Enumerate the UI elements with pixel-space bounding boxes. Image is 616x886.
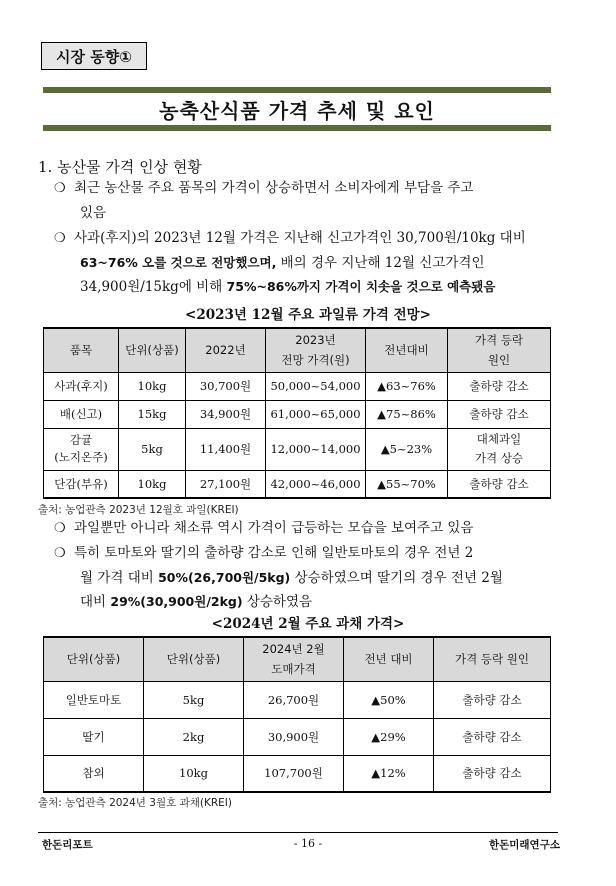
table-cell: 감귤 (노지온주) <box>44 428 119 470</box>
para4-line2: 월 가격 대비 <box>80 570 159 586</box>
para4-line2-rest: 상승하였으며 딸기의 경우 전년 2월 <box>290 570 503 586</box>
table-cell: 34,900원 <box>186 400 266 428</box>
table-row <box>44 681 551 718</box>
bullet-icon: ❍ <box>54 181 66 196</box>
para3-text: 과일뿐만 아니라 채소류 역시 가격이 급등하는 모습을 보여주고 있음 <box>74 520 474 536</box>
para1-line1: 최근 농산물 주요 품목의 가격이 상승하면서 소비자에게 부담을 주고 <box>74 180 474 196</box>
table-cell: 5kg <box>144 681 244 718</box>
para4-highlight-1: 50%(26,700원/5kg) <box>158 570 291 585</box>
table-cell: 출하량 감소 <box>434 755 551 792</box>
footer-divider <box>38 832 558 833</box>
table1-source: 출처: 농업관측 2023년 12월호 과일(KREI) <box>38 504 239 516</box>
table-cell: 42,000~46,000 <box>266 470 366 498</box>
para2-line2: 배의 경우 지난해 12월 신고가격인 <box>276 255 485 271</box>
table-cell: 출하량 감소 <box>434 718 551 755</box>
vegetable-price-table <box>43 636 551 793</box>
table-cell: ▲55~70% <box>366 470 448 498</box>
table-cell: 61,000~65,000 <box>266 400 366 428</box>
section-tag: 시장 동향① <box>41 42 147 70</box>
table1-header: 품목 <box>44 328 119 372</box>
table-cell: ▲5~23% <box>366 428 448 470</box>
table-cell: 5kg <box>119 428 186 470</box>
table-cell: 배(신고) <box>44 400 119 428</box>
table-row <box>44 428 551 470</box>
table-cell: 사과(후지) <box>44 372 119 400</box>
bullet-icon: ❍ <box>54 546 66 561</box>
para2-line1: 사과(후지)의 2023년 12월 가격은 지난해 신고가격인 30,700원/10kg 대비 <box>74 230 526 246</box>
para1-line2: 있음 <box>80 205 107 221</box>
paragraph-2 <box>54 226 564 299</box>
table-row <box>44 470 551 498</box>
table-cell: 10kg <box>119 470 186 498</box>
table-cell: ▲50% <box>344 681 434 718</box>
table2-source: 출처: 농업관측 2024년 3월호 과채(KREI) <box>38 797 232 809</box>
table-cell: 50,000~54,000 <box>266 372 366 400</box>
title-bar-bottom <box>43 125 551 131</box>
table-cell: 참외 <box>44 755 144 792</box>
table-cell: 딸기 <box>44 718 144 755</box>
table-cell: 27,100원 <box>186 470 266 498</box>
para4-highlight-2: 29%(30,900원/2kg) <box>110 594 243 609</box>
paragraph-4 <box>54 541 564 614</box>
table1-header: 2022년 <box>186 328 266 372</box>
table2-header: 전년 대비 <box>344 637 434 681</box>
bullet-icon: ❍ <box>54 231 66 246</box>
table1-header: 전년대비 <box>366 328 448 372</box>
table-cell: 10kg <box>144 755 244 792</box>
bullet-icon: ❍ <box>54 521 66 536</box>
table-cell: 15kg <box>119 400 186 428</box>
table-cell: 출하량 감소 <box>448 470 551 498</box>
paragraph-3 <box>54 516 564 541</box>
table-row <box>44 400 551 428</box>
table-cell: 일반토마토 <box>44 681 144 718</box>
table1-title: <2023년 12월 주요 과일류 가격 전망> <box>185 307 431 323</box>
page-title: 농축산식품 가격 추세 및 요인 <box>159 98 435 123</box>
para4-line1: 특히 토마토와 딸기의 출하량 감소로 인해 일반토마토의 경우 전년 2 <box>74 545 474 561</box>
table-cell: 2kg <box>144 718 244 755</box>
table2-header: 단위(상품) <box>44 637 144 681</box>
table-row <box>44 718 551 755</box>
para2-highlight-1: 63~76% 오를 것으로 전망했으며, <box>80 255 277 270</box>
table-cell: 12,000~14,000 <box>266 428 366 470</box>
page-number: - 16 - <box>293 837 323 850</box>
table-cell: ▲29% <box>344 718 434 755</box>
table-row <box>44 755 551 792</box>
table2-header: 단위(상품) <box>144 637 244 681</box>
table-cell: 출하량 감소 <box>434 681 551 718</box>
table-cell: 107,700원 <box>244 755 344 792</box>
para2-line3: 34,900원/15kg에 비해 <box>80 279 227 295</box>
para2-highlight-2: 75%~86%까지 가격이 치솟을 것으로 예측됐음 <box>226 279 496 294</box>
para4-line3: 대비 <box>80 594 111 610</box>
section-heading: 1. 농산물 가격 인상 현황 <box>38 158 202 176</box>
para4-line3-rest: 상승하였음 <box>242 594 313 610</box>
table-cell: 단감(부유) <box>44 470 119 498</box>
table2-title: <2024년 2월 주요 과채 가격> <box>211 616 405 632</box>
table-cell: ▲12% <box>344 755 434 792</box>
table-cell: ▲75~86% <box>366 400 448 428</box>
table-cell: ▲63~76% <box>366 372 448 400</box>
paragraph-1 <box>54 176 564 225</box>
table-cell: 30,900원 <box>244 718 344 755</box>
table1-header: 단위(상품) <box>119 328 186 372</box>
table2-header: 가격 등락 원인 <box>434 637 551 681</box>
table-cell: 26,700원 <box>244 681 344 718</box>
fruit-price-table <box>43 327 551 499</box>
table-row <box>44 372 551 400</box>
table1-header: 가격 등락 원인 <box>448 328 551 372</box>
table2-header: 2024년 2월 도매가격 <box>244 637 344 681</box>
table1-header: 2023년 전망 가격(원) <box>266 328 366 372</box>
footer-report-name: 한돈리포트 <box>42 839 93 851</box>
table-cell: 출하량 감소 <box>448 372 551 400</box>
footer-institute: 한돈미래연구소 <box>488 839 560 851</box>
table-cell: 대체과일 가격 상승 <box>448 428 551 470</box>
table-cell: 11,400원 <box>186 428 266 470</box>
table-cell: 출하량 감소 <box>448 400 551 428</box>
table-cell: 30,700원 <box>186 372 266 400</box>
table-cell: 10kg <box>119 372 186 400</box>
